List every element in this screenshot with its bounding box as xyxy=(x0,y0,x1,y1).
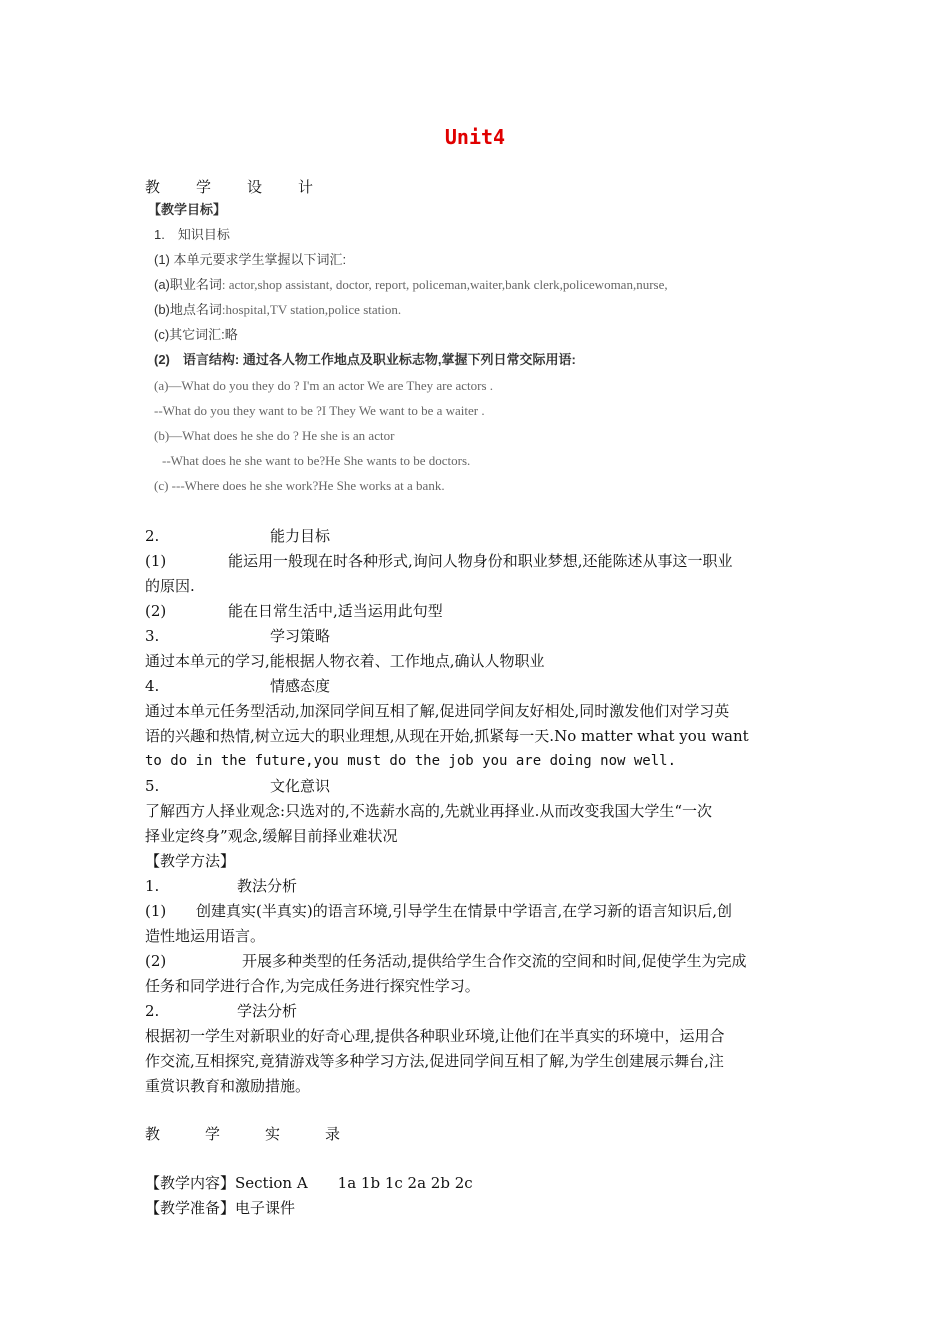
ability-item-1-num: (1) xyxy=(145,552,167,570)
method-item-2: 开展多种类型的任务活动,提供给学生合作交流的空间和时间,促使学生为完成 xyxy=(242,952,747,970)
learning-method-heading: 学法分析 xyxy=(237,1002,298,1020)
sentence-a1: (a)—What do you they do ? I'm an actor We are They are actors . xyxy=(154,378,494,393)
sentence-c: (c) ---Where does he she work?He She works at a bank. xyxy=(154,478,445,493)
attitude-heading: 情感态度 xyxy=(270,677,331,695)
vocab-b-label: (b)地点名词 xyxy=(154,302,222,317)
ability-item-2: 能在日常生活中,适当运用此句型 xyxy=(228,602,443,620)
learning-method-num: 2. xyxy=(145,1002,160,1020)
ability-goal-num: 2. xyxy=(145,527,160,545)
culture-body-1: 了解西方人择业观念:只选对的,不选薪水高的,先就业再择业.从而改变我国大学生“一次 xyxy=(145,802,713,820)
method-item-2-num: (2) xyxy=(145,952,167,970)
teaching-content: 【教学内容】Section A 1a 1b 1c 2a 2b 2c xyxy=(145,1174,473,1192)
method-heading: 【教学方法】 xyxy=(145,852,236,870)
strategy-heading: 学习策略 xyxy=(270,627,331,645)
ability-item-1: 能运用一般现在时各种形式,询问人物身份和职业梦想,还能陈述从事这一职业 xyxy=(228,552,733,570)
learning-method-body-2: 作交流,互相探究,竟猜游戏等多种学习方法,促进同学间互相了解,为学生创建展示舞台,注 xyxy=(145,1052,724,1070)
vocab-a xyxy=(154,275,668,295)
attitude-body-3: to do in the future,you must do the job you are doing now well. xyxy=(145,753,677,769)
section-heading-design: 教 学 设 计 xyxy=(145,178,316,196)
embedded-image-block xyxy=(148,198,728,500)
vocab-b xyxy=(154,300,401,320)
vocab-c: (c)其它词汇:略 xyxy=(154,327,238,342)
culture-num: 5. xyxy=(145,777,160,795)
attitude-body-1: 通过本单元任务型活动,加深同学间互相了解,促进同学间友好相处,同时激发他们对学习英 xyxy=(145,702,730,720)
culture-heading: 文化意识 xyxy=(270,777,331,795)
vocab-intro: (1) 本单元要求学生掌握以下词汇: xyxy=(154,252,347,267)
culture-body-2: 择业定终身”观念,缓解目前择业难状况 xyxy=(145,827,398,845)
teaching-method-num: 1. xyxy=(145,877,160,895)
method-item-1-num: (1) xyxy=(145,902,167,920)
knowledge-goal: 1. 知识目标 xyxy=(154,227,230,242)
teaching-method-heading: 教法分析 xyxy=(237,877,298,895)
method-item-1: 创建真实(半真实)的语言环境,引导学生在情景中学语言,在学习新的语言知识后,创 xyxy=(196,902,733,920)
learning-method-body-3: 重赏识教育和激励措施。 xyxy=(145,1077,311,1095)
vocab-a-text: : actor,shop assistant, doctor, report, policeman,waiter,bank clerk,policewoman,nurse, xyxy=(221,277,668,292)
ability-item-2-num: (2) xyxy=(145,602,167,620)
sentence-b1: (b)—What does he she do ? He she is an actor xyxy=(154,428,395,443)
strategy-num: 3. xyxy=(145,627,160,645)
attitude-body-2: 语的兴趣和热情,树立远大的职业理想,从现在开始,抓紧每一天.No matter what you want xyxy=(145,727,749,745)
page-title: Unit4 xyxy=(444,125,506,149)
method-item-2-cont: 任务和同学进行合作,为完成任务进行探究性学习。 xyxy=(145,977,480,995)
strategy-body: 通过本单元的学习,能根据人物衣着、工作地点,确认人物职业 xyxy=(145,652,545,670)
method-item-1-cont: 造性地运用语言。 xyxy=(145,927,266,945)
language-structure: (2) 语言结构: 通过各人物工作地点及职业标志物,掌握下列日常交际用语: xyxy=(154,352,576,367)
vocab-b-text: :hospital,TV station,police station. xyxy=(221,302,402,317)
sentence-a2: --What do you they want to be ?I They We want to be a waiter . xyxy=(154,403,485,418)
ability-goal-heading: 能力目标 xyxy=(270,527,331,545)
section-heading-record: 教 学 实 录 xyxy=(145,1125,341,1143)
teaching-preparation: 【教学准备】电子课件 xyxy=(145,1199,296,1217)
attitude-num: 4. xyxy=(145,677,160,695)
sentence-b2: --What does he she want to be?He She wants to be doctors. xyxy=(162,453,471,468)
teaching-goal-heading: 【教学目标】 xyxy=(148,202,227,217)
learning-method-body-1: 根据初一学生对新职业的好奇心理,提供各种职业环境,让他们在半真实的环境中，运用合 xyxy=(145,1027,725,1045)
vocab-a-label: (a)职业名词 xyxy=(154,277,222,292)
ability-item-1-cont: 的原因. xyxy=(145,577,195,595)
